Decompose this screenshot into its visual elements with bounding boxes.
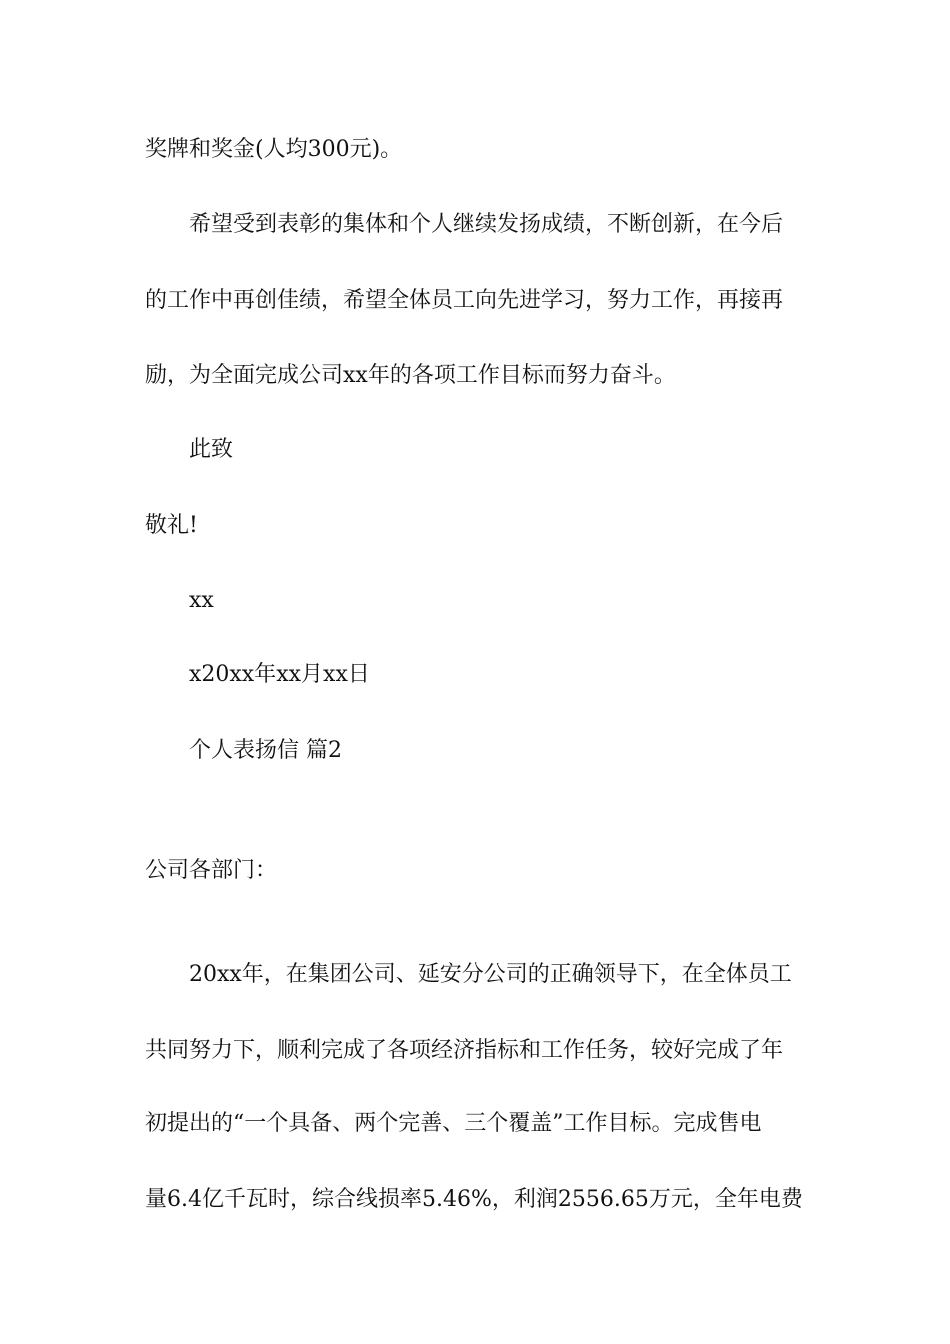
paragraph-line: 励，为全面完成公司xx年的各项工作目标而努力奋斗。 bbox=[145, 363, 676, 388]
paragraph-line: 奖牌和奖金(人均300元)。 bbox=[145, 137, 403, 162]
salutation-line: 此致 bbox=[189, 437, 234, 462]
paragraph-line: 的工作中再创佳绩，希望全体员工向先进学习，努力工作，再接再 bbox=[145, 288, 784, 313]
section-heading: 个人表扬信 篇2 bbox=[189, 738, 342, 763]
date-line: x20xx年xx月xx日 bbox=[189, 662, 370, 687]
paragraph-line: 希望受到表彰的集体和个人继续发扬成绩，不断创新，在今后 bbox=[189, 212, 784, 237]
paragraph-line: 共同努力下，顺利完成了各项经济指标和工作任务，较好完成了年 bbox=[145, 1038, 784, 1063]
paragraph-line: 初提出的“一个具备、两个完善、三个覆盖”工作目标。完成售电 bbox=[145, 1111, 762, 1136]
closing-line: 敬礼! bbox=[145, 513, 198, 538]
paragraph-line: 20xx年，在集团公司、延安分公司的正确领导下，在全体员工 bbox=[189, 962, 792, 987]
addressee-line: 公司各部门： bbox=[145, 858, 278, 883]
signature-line: xx bbox=[189, 588, 214, 613]
paragraph-line: 量6.4亿千瓦时，综合线损率5.46%，利润2556.65万元，全年电费 bbox=[145, 1187, 803, 1212]
